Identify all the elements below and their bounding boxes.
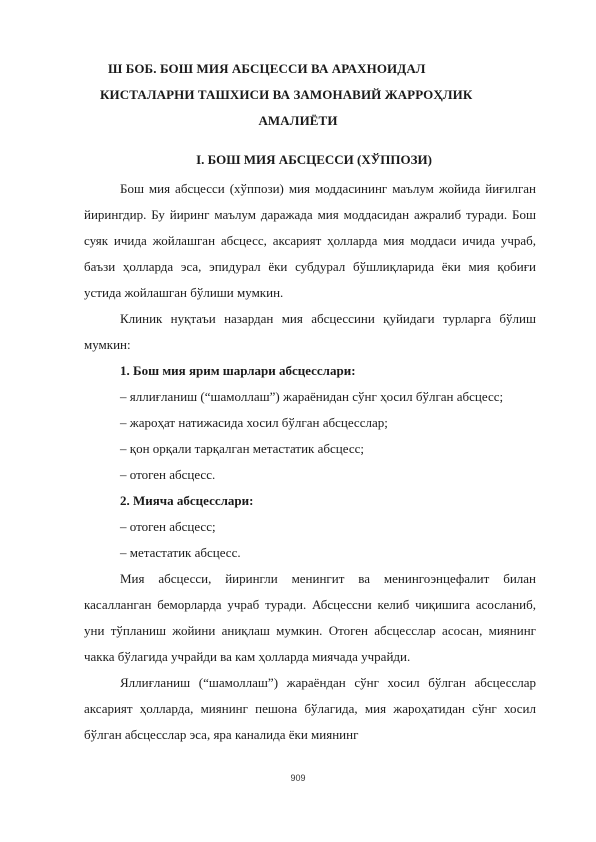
section-title: I. БОШ МИЯ АБСЦЕССИ (ХЎППОЗИ): [196, 152, 432, 167]
intro-paragraph: Бош мия абсцесси (хўппози) мия моддасининг маълум жойида йиғилган йирингдир. Бу йиринг маълум даражада мия моддасидан ажралиб туради. Бош суяк ичида жойлашган абсцесс, аксарият ҳолларда мия моддаси ичида учраб, баъзи ҳолларда эса, эпидурал ёки субдурал бўшлиқларида ёки мия қобиғи устида жойлашган бўлиши мумкин.: [84, 181, 536, 300]
group-1-heading: 1. Бош мия ярим шарлари абсцесслари:: [120, 363, 356, 378]
list-item: – қон орқали тарқалган метастатик абсцесс;: [120, 441, 364, 456]
chapter-title-line-3: АМАЛИЁТИ: [258, 113, 338, 128]
paragraph-2: Мия абсцесси, йирингли менингит ва менингоэнцефалит билан касалланган беморларда учраб туради. Абсцессни келиб чиқишига асосланиб, уни тўпланиш жойини аниқлаш мумкин. Отоген абсцесслар асосан, миянинг чакка бўлагида учрайди ва кам ҳолларда миячада учрайди.: [84, 571, 536, 664]
chapter-title-line-2: КИСТАЛАРНИ ТАШХИСИ ВА ЗАМОНАВИЙ ЖАРРОҲЛИК: [100, 87, 473, 102]
group-2-heading: 2. Миячa абсцесслари:: [120, 493, 254, 508]
list-item: – жароҳат натижасида хосил бўлган абсцесслар;: [120, 415, 388, 430]
chapter-title-line-1: Ш БОБ. БОШ МИЯ АБСЦЕССИ ВА АРАХНОИДАЛ: [108, 61, 426, 76]
list-item: – яллиғланиш (“шамоллаш”) жараёнидан сўнг ҳосил бўлган абсцесс;: [120, 389, 504, 404]
list-item: – отоген абсцесс;: [120, 519, 216, 534]
list-item: – отоген абсцесс.: [120, 467, 216, 482]
page-number: 909: [290, 773, 306, 783]
body-text: [84, 176, 536, 748]
list-item: – метастатик абсцесс.: [120, 545, 241, 560]
classification-intro-paragraph: Клиник нуқтаъи назардан мия абсцессини қуйидаги турларга бўлиш мумкин:: [84, 311, 536, 352]
paragraph-3: Яллиғланиш (“шамоллаш”) жараёндан сўнг хосил бўлган абсцесслар аксарият ҳолларда, миянинг пешона бўлагида, мия жароҳатидан сўнг хосил бўлган абсцесслар эса, яра каналида ёки миянинг: [84, 675, 536, 742]
chapter-title: [60, 56, 536, 134]
